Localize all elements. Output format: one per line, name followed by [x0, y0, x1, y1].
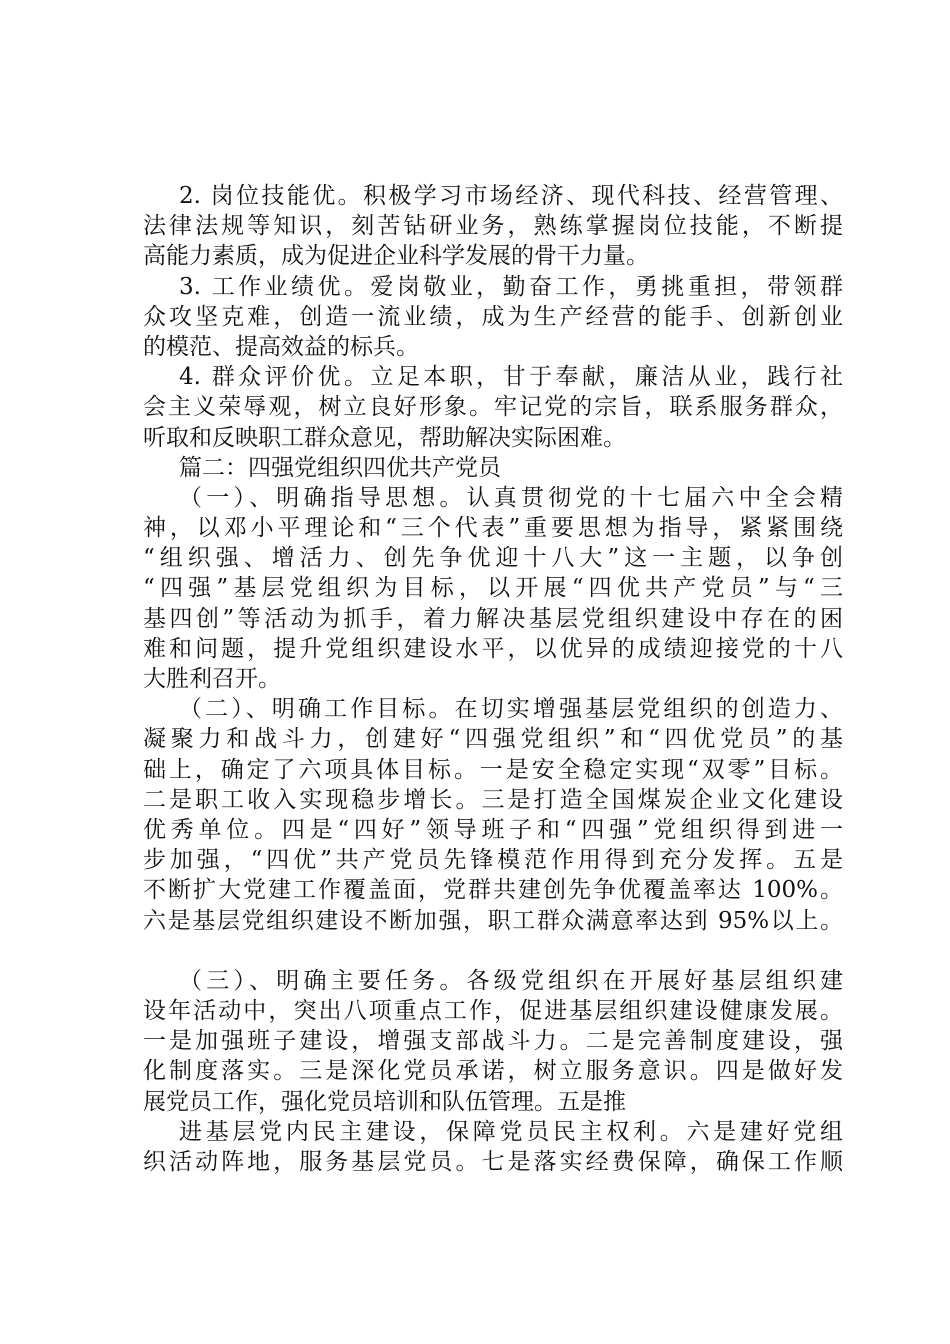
text-line: 神，以邓小平理论和“三个代表”重要思想为指导，紧紧围绕 — [143, 515, 843, 542]
blank-line — [143, 936, 843, 966]
text-line: 进基层党内民主建设，保障党员民主权利。六是建好党组 — [179, 1118, 843, 1145]
text-line: 不断扩大党建工作覆盖面，党群共建创先争优覆盖率达 100%。 — [143, 877, 843, 904]
text-line: “四强”基层党组织为目标，以开展“四优共产党员”与“三 — [143, 575, 843, 602]
text-line: （一）、明确指导思想。认真贯彻党的十七届六中全会精 — [179, 484, 843, 511]
section-heading: 篇二：四强党组织四优共产党员 — [179, 454, 501, 481]
text-line: 高能力素质，成为促进企业科学发展的骨干力量。 — [143, 243, 649, 270]
text-line: 展党员工作，强化党员培训和队伍管理。五是推 — [143, 1088, 626, 1115]
text-line: 二是职工收入实现稳步增长。三是打造全国煤炭企业文化建设 — [143, 786, 843, 813]
text-line: 步加强，“四优”共产党员先锋模范作用得到充分发挥。五是 — [143, 847, 843, 874]
text-line: 4. 群众评价优。立足本职，甘于奉献，廉洁从业，践行社 — [179, 364, 843, 391]
text-line: 众攻坚克难，创造一流业绩，成为生产经营的能手、创新创业 — [143, 303, 843, 330]
text-line: 基四创”等活动为抓手，着力解决基层党组织建设中存在的困 — [143, 605, 843, 632]
text-line: 一是加强班子建设，增强支部战斗力。二是完善制度建设，强 — [143, 1028, 843, 1055]
text-line: 织活动阵地，服务基层党员。七是落实经费保障，确保工作顺 — [143, 1149, 843, 1175]
text-line: 优秀单位。四是“四好”领导班子和“四强”党组织得到进一 — [143, 816, 843, 843]
text-line: 六是基层党组织建设不断加强，职工群众满意率达到 95%以上。 — [143, 907, 843, 934]
text-line: 3. 工作业绩优。爱岗敬业，勤奋工作，勇挑重担，带领群 — [179, 273, 843, 300]
text-line: “组织强、增活力、创先争优迎十八大”这一主题，以争创 — [143, 545, 843, 572]
text-line: 凝聚力和战斗力，创建好“四强党组织”和“四优党员”的基 — [143, 726, 843, 753]
text-line: 础上，确定了六项具体目标。一是安全稳定实现“双零”目标。 — [143, 756, 843, 783]
text-line: 设年活动中，突出八项重点工作，促进基层组织建设健康发展。 — [143, 998, 843, 1025]
text-line: 听取和反映职工群众意见，帮助解决实际困难。 — [143, 424, 626, 451]
text-line: 法律法规等知识，刻苦钻研业务，熟练掌握岗位技能，不断提 — [143, 213, 843, 240]
text-line: 难和问题，提升党组织建设水平，以优异的成绩迎接党的十八 — [143, 635, 843, 662]
text-line: 会主义荣辱观，树立良好形象。牢记党的宗旨，联系服务群众， — [143, 394, 843, 421]
text-line: 2. 岗位技能优。积极学习市场经济、现代科技、经营管理、 — [179, 183, 843, 209]
text-line: 化制度落实。三是深化党员承诺，树立服务意识。四是做好发 — [143, 1058, 843, 1085]
text-line: （二）、明确工作目标。在切实增强基层党组织的创造力、 — [179, 696, 843, 723]
document-body — [143, 181, 843, 1177]
text-line: （三）、明确主要任务。各级党组织在开展好基层组织建 — [179, 967, 843, 994]
text-line: 的模范、提高效益的标兵。 — [143, 333, 419, 360]
text-line: 大胜利召开。 — [143, 666, 281, 692]
